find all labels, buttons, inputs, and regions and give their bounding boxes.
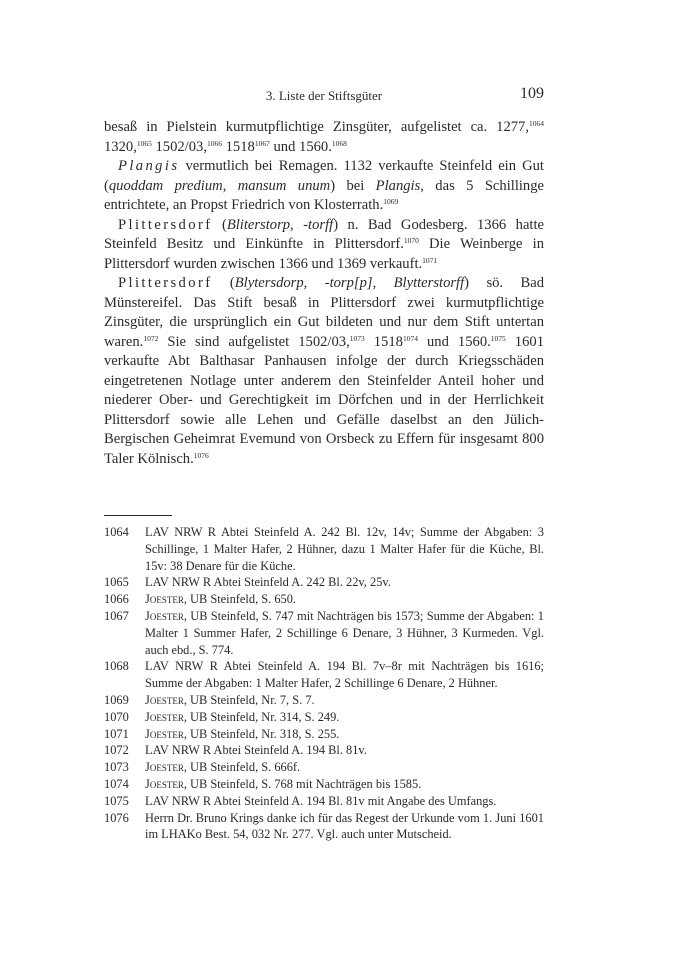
footnote-text: , UB Steinfeld, S. 650. (183, 592, 297, 607)
footnote-text: LAV NRW R Abtei Steinfeld A. 194 Bl. 81v. (145, 743, 367, 758)
author-name: Joester (145, 692, 184, 707)
footnote (104, 726, 544, 743)
author-name: Joester (145, 592, 184, 607)
page-number: 109 (520, 85, 544, 102)
footnote (104, 776, 544, 793)
footnote-number: 1074 (104, 776, 129, 791)
footnote-number: 1072 (104, 743, 129, 758)
footnote-ref[interactable]: 1070 (403, 236, 419, 245)
footnote-text: , UB Steinfeld, Nr. 318, S. 255. (183, 726, 340, 741)
footnote-ref[interactable]: 1068 (331, 138, 347, 148)
footnote-ref[interactable]: 1076 (193, 450, 209, 460)
running-header (104, 82, 544, 106)
footnote (104, 591, 544, 608)
footnote-text: , UB Steinfeld, Nr. 7, S. 7. (183, 692, 315, 707)
footnote (104, 742, 544, 759)
author-name: Joester (145, 709, 184, 724)
footnote-number: 1070 (104, 709, 129, 724)
footnote-number: 1069 (104, 692, 129, 707)
footnote-ref[interactable]: 1072 (143, 333, 159, 343)
footnote (104, 810, 544, 844)
footnote-number: 1064 (104, 525, 129, 539)
footnote-text: , UB Steinfeld, Nr. 314, S. 249. (183, 709, 340, 724)
footnote-number: 1075 (104, 793, 129, 808)
footnote-text: Herrn Dr. Bruno Krings danke ich für das Regest der Urkunde vom 1. Juni 1601 im LHAKo Best. 54, 032 Nr. 277. Vgl. auch unter Mutscheid. (145, 810, 544, 842)
footnote-ref[interactable]: 1074 (402, 333, 418, 343)
paragraph-plittersdorf-godesberg: Plittersdorf (Bliterstorp, -torff) n. Bad Godesberg. 1366 hatte Steinfeld Besitz und Einkünfte in Plittersdorf.$^{1070}$ Die Weinberge in Plittersdorf wurden zwischen 1366 und 1369 verkauft.$^{1071}$ (104, 216, 545, 272)
footnote (104, 692, 544, 709)
footnote-ref[interactable]: 1065 (136, 138, 152, 148)
footnote-number: 1067 (104, 608, 129, 623)
footnote (104, 574, 544, 591)
footnote (104, 793, 544, 810)
author-name: Joester (145, 776, 184, 791)
footnote-number: 1076 (104, 810, 129, 825)
footnote-ref[interactable]: 1064 (529, 119, 544, 128)
footnotes-section (104, 524, 544, 843)
footnote-text: LAV NRW R Abtei Steinfeld A. 242 Bl. 12v, 14v; Summe der Abgaben: 3 Schillinge, 1 Malter Hafer, 2 Hühner, dazu 1 Malter Hafer für die Küche, Bl. 15v: 38 Denare für die Küche. (145, 525, 544, 573)
footnote-separator (104, 515, 172, 516)
footnote (104, 709, 544, 726)
main-text (104, 118, 544, 469)
author-name: Joester (145, 726, 184, 741)
author-name: Joester (145, 608, 184, 623)
footnote-number: 1068 (104, 659, 129, 674)
footnote-text: LAV NRW R Abtei Steinfeld A. 194 Bl. 81v mit Angabe des Umfangs. (145, 793, 497, 808)
footnote-ref[interactable]: 1069 (383, 197, 399, 206)
footnote-number: 1066 (104, 592, 129, 607)
paragraph-pielstein: besaß in Pielstein kurmutpflichtige Zinsgüter, aufgelistet ca. 1277,$^{1064}$ 1320,$^{1065}$ 1502/03,$^{1066}$ $1518^{1067}$ und 1560.$^{1068}$ (104, 119, 544, 155)
footnote-ref[interactable]: 1073 (349, 333, 365, 343)
paragraph-plittersdorf-muenstereifel: Plittersdorf (Blytersdorp, -torp[p], Blytterstorff) sö. Bad Münstereifel. Das Stift besaß in Plittersdorf zwei kurmutpflichtige Zinsgüter, die ursprünglich ein Gut bildeten und nur dem Stift untertan waren.$^{1072}$ Sie sind aufgelistet 1502/03,$^{1073}$ $1518^{1074}$ und 1560.$^{1075}$ 1601 verkaufte Abt Balthasar Panhausen infolge der durch Kriegsschäden eingetretenen Notlage unter anderem den Steinfelder Anteil hoher und niederer Ober- und Gerechtigkeit im Dörfchen und in der Herrlichkeit Plittersdorf sowie alle Lehen und Gefälle daselbst an den Jülich-Bergischen Geheimrat Evemund von Orsbeck zu Effern für insgesamt 800 Taler Kölnisch.$^{1076}$ (104, 275, 544, 467)
footnote-ref[interactable]: 1067 (254, 138, 270, 148)
footnote-text: , UB Steinfeld, S. 768 mit Nachträgen bis 1585. (183, 776, 422, 791)
running-title: 3. Liste der Stiftsgüter (265, 88, 383, 103)
footnote-number: 1071 (104, 726, 129, 741)
footnote-ref[interactable]: 1066 (206, 138, 222, 148)
entry-name: Plittersdorf (118, 275, 213, 291)
footnote (104, 658, 544, 692)
entry-name: Plittersdorf (118, 216, 213, 233)
footnote (104, 608, 544, 658)
footnote-text: LAV NRW R Abtei Steinfeld A. 242 Bl. 22v, 25v. (145, 575, 391, 590)
footnote (104, 759, 544, 776)
footnote-ref[interactable]: 1071 (422, 255, 438, 265)
footnote (104, 524, 544, 574)
footnote-ref[interactable]: 1075 (490, 333, 506, 343)
footnote-text: , UB Steinfeld, S. 747 mit Nachträgen bis 1573; Summe der Abgaben: 1 Malter 1 Summer Hafer, 2 Schillinge 6 Denare, 3 Hühner, 3 Kurmeden. Vgl. auch ebd., S. 774. (145, 608, 544, 657)
paragraph-plangis: Plangis vermutlich bei Remagen. 1132 verkaufte Steinfeld ein Gut (quoddam predium, mansum unum) bei Plangis, das 5 Schillinge entrichtete, an Propst Friedrich von Klosterrath.$^{1069}$ (104, 158, 544, 213)
footnote-text: , UB Steinfeld, S. 666f. (183, 760, 301, 775)
footnote-number: 1073 (104, 760, 129, 775)
author-name: Joester (145, 760, 184, 775)
entry-name: Plangis (118, 158, 180, 174)
footnote-text: LAV NRW R Abtei Steinfeld A. 194 Bl. 7v–8r mit Nachträgen bis 1616; Summe der Abgaben: 1 Malter Hafer, 2 Schillinge 6 Denare, 2 Hühner. (145, 659, 544, 691)
footnote-number: 1065 (104, 575, 129, 590)
